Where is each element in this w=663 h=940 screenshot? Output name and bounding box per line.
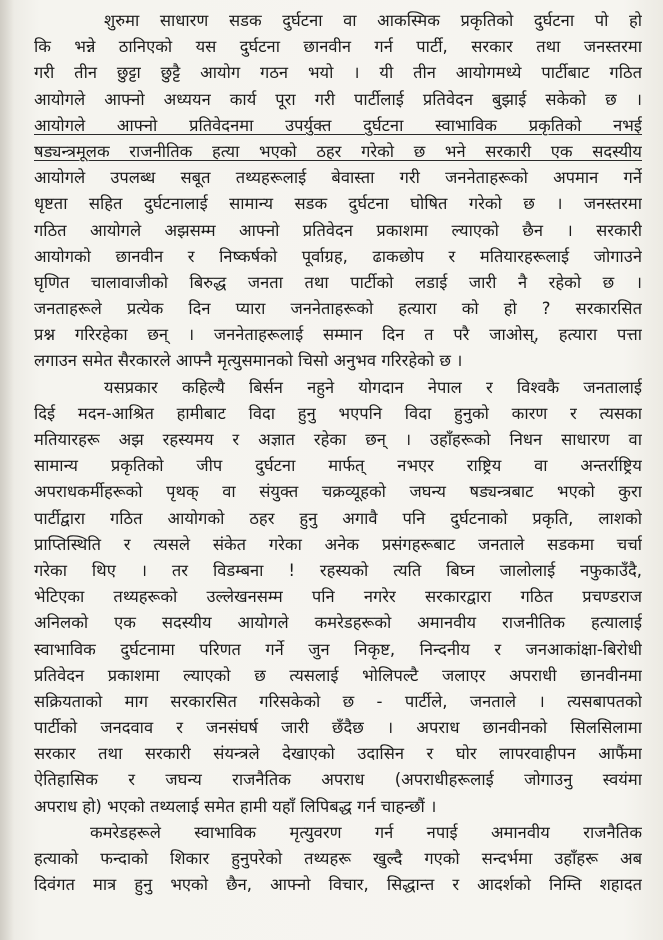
text-line: यसप्रकार कहिल्यै बिर्सन नहुने योगदान नेपाल र विश्वकै जनतालाई — [104, 377, 642, 397]
text-line: मतियारहरू अझ रहस्यमय र अज्ञात रहेका छन् । उहाँहरूको निधन साधारण वा — [34, 430, 642, 449]
text-line: अपराध हो) भएको तथ्यलाई समेत हामी यहाँ लिपिबद्ध गर्न चाहन्छौं । — [34, 796, 437, 816]
text-line: आयोगले आफ्नो अध्ययन कार्य पूरा गरी पार्टीलाई प्रतिवेदन बुझाई सकेको छ । — [34, 89, 642, 109]
text-line: गरी तीन छुट्टा छुट्टै आयोग गठन भयो । यी तीन आयोगमध्ये पार्टीबाट गठित — [34, 63, 642, 83]
text-line: अपराधकर्मीहरूको पृथक् वा संयुक्त चक्रव्यूहको जघन्य षड्यन्त्रबाट भएको कुरा — [34, 482, 642, 502]
document-body — [34, 8, 642, 898]
text-line: जनताहरूले प्रत्येक दिन प्यारा जननेताहरूको हत्यारा को हो ? सरकारसित — [34, 299, 642, 319]
text-line: आयोगको छानवीन र निष्कर्षको पूर्वाग्रह, ढाकछोप र मतियारहरूलाई जोगाउने — [34, 246, 642, 266]
text-line: लगाउन समेत सैरकारले आफ्नै मृत्युसमानको चिसो अनुभव गरिरहेको छ । — [34, 351, 463, 371]
text-line-underlined: आयोगले आफ्नो प्रतिवेदनमा उपर्युक्त दुर्घटना स्वाभाविक प्रकृतिको नभई — [34, 115, 642, 135]
text-line: गठित आयोगले अझसम्म आफ्नो प्रतिवेदन प्रकाशमा ल्याएको छैन । सरकारी — [34, 220, 642, 240]
text-line: दिई मदन-आश्रित हामीबाट विदा हुनु भएपनि विदा हुनुको कारण र त्यसका — [34, 403, 642, 423]
text-line: ऐतिहासिक र जघन्य राजनैतिक अपराध (अपराधीहरूलाई जोगाउनु स्वयंमा — [34, 770, 642, 790]
text-line: अनिलको एक सदस्यीय आयोगले कमरेडहरूको अमानवीय राजनीतिक हत्यालाई — [34, 613, 642, 633]
text-line: भेटिएका तथ्यहरूको उल्लेखनसम्म पनि नगरेर सरकारद्वारा गठित प्रचण्डराज — [34, 587, 642, 607]
text-line: गरेका थिए । तर विडम्बना ! रहस्यको त्यति बिघ्न जालोलाई नफुकाउँदै, — [34, 560, 642, 580]
text-line: हत्याको फन्दाको शिकार हुनुपरेको तथ्यहरू खुल्दै गएको सन्दर्भमा उहाँहरू अब — [34, 849, 642, 868]
text-line: पार्टीद्वारा गठित आयोगको ठहर हुनु अगावै पनि दुर्घटनाको प्रकृति, लाशको — [34, 508, 642, 528]
text-line: सक्रियताको माग सरकारसित गरिसकेको छ - पार्टीले, जनताले । त्यसबापतको — [34, 691, 642, 711]
text-line: घृणित चालावाजीको बिरुद्ध जनता तथा पार्टीको लडाई जारी नै रहेको छ । — [34, 272, 642, 292]
text-line: प्रतिवेदन प्रकाशमा ल्याएको छ त्यसलाई भोलिपल्टै जलाएर अपराधी छानवीनमा — [34, 665, 642, 685]
paragraph-3 — [34, 820, 642, 899]
paragraph-1 — [34, 8, 642, 375]
text-line: प्रश्न गरिरहेका छन् । जननेताहरूलाई सम्मान दिन त परै जाओस्, हत्यारा पत्ता — [34, 325, 642, 345]
text-line: धृष्टता सहित दुर्घटनालाई सामान्य सडक दुर्घटना घोषित गरेको छ । जनस्तरमा — [34, 194, 642, 214]
text-line: सामान्य प्रकृतिको जीप दुर्घटना मार्फत् नभएर राष्ट्रिय वा अन्तर्राष्ट्रिय — [34, 456, 642, 476]
text-line: दिवंगत मात्र हुनु भएको छैन, आफ्नो विचार, सिद्धान्त र आदर्शको निम्ति शहादत — [34, 875, 642, 895]
text-line: आयोगले उपलब्ध सबूत तथ्यहरूलाई बेवास्ता गरी जननेताहरूको अपमान गर्ने — [34, 168, 642, 188]
text-line: सरकार तथा सरकारी संयन्त्रले देखाएको उदासिन र घोर लापरवाहीपन आफैंमा — [34, 744, 642, 764]
text-line: कि भन्ने ठानिएको यस दुर्घटना छानवीन गर्न पार्टी, सरकार तथा जनस्तरमा — [34, 37, 642, 57]
text-line: स्वाभाविक दुर्घटनामा परिणत गर्ने जुन निकृष्ट, निन्दनीय र जनआकांक्षा-बिरोधी — [34, 639, 642, 659]
text-line: शुरुमा साधारण सडक दुर्घटना वा आकस्मिक प्रकृतिको दुर्घटना पो हो — [104, 11, 642, 30]
text-line: कमरेडहरूले स्वाभाविक मृत्युवरण गर्न नपाई अमानवीय राजनैतिक — [90, 822, 642, 842]
text-line: पार्टीको जनदवाव र जनसंघर्ष जारी छँदैछ । अपराध छानवीनको सिलसिलामा — [34, 718, 642, 738]
paragraph-2 — [34, 375, 642, 820]
text-line-underlined: षड्यन्त्रमूलक राजनीतिक हत्या भएको ठहर गरेको छ भने सरकारी एक सदस्यीय — [34, 141, 642, 161]
text-line: प्राप्तिस्थिति र त्यसले संकेत गरेका अनेक प्रसंगहरूबाट जनताले सडकमा चर्चा — [34, 534, 642, 554]
page-edge-shadow — [0, 0, 14, 940]
